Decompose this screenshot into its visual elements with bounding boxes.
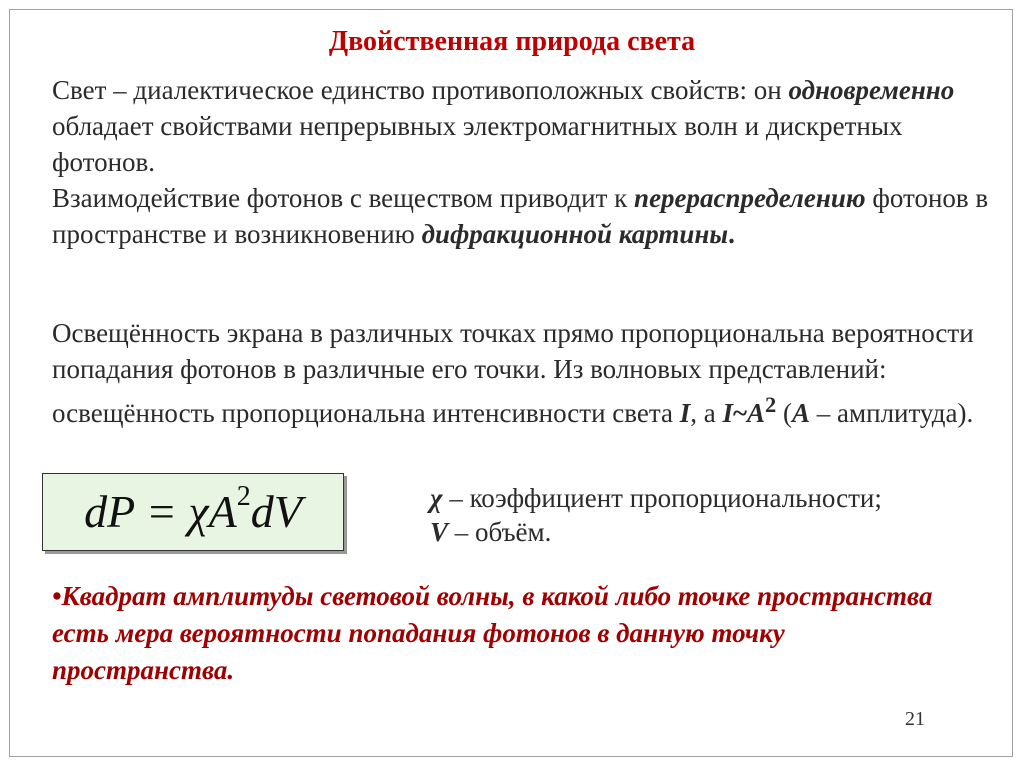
p3-tilde: ~ (732, 398, 748, 428)
p2-emphasis-diffraction: дифракционной картины (421, 219, 729, 249)
paragraph-photon-interaction (52, 180, 992, 252)
definition-chi-text: – коэффициент пропорциональности; (442, 483, 882, 513)
p3-symbol-i: I (679, 398, 691, 428)
p1-text-b: обладает свойствами непрерывных электромагнитных волн и дискретных фотонов. (52, 111, 903, 177)
conclusion-text: •Квадрат амплитуды световой волны, в какой либо точке пространства есть мера вероятности попадания фотонов в данную точку пространства. (52, 581, 933, 685)
definition-v-symbol: V (430, 517, 449, 547)
formula-box (42, 473, 344, 551)
paragraph-illumination (52, 315, 992, 431)
definition-chi (430, 480, 882, 516)
p3-text-d: – амплитуда). (810, 398, 974, 428)
p2-emphasis-redistribution: перераспределению (634, 183, 866, 213)
formula-rhs: dV (250, 486, 302, 537)
p2-text-c: . (728, 219, 735, 249)
formula-lhs: dP = (84, 486, 189, 537)
p3-exponent: 2 (765, 392, 777, 417)
p1-emphasis: одновременно (788, 75, 955, 105)
definition-v-text: – объём. (448, 517, 552, 547)
formula-chi: χ (188, 486, 209, 537)
p1-text-a: Свет – диалектическое единство противоположных свойств: он (52, 75, 789, 105)
p3-symbol-i2: I (722, 398, 733, 428)
page-number: 21 (905, 708, 925, 730)
p3-text-b: , а (690, 398, 723, 428)
definition-v (430, 514, 551, 550)
formula-a: A (208, 486, 237, 537)
p3-text-c: ( (776, 398, 793, 428)
p3-text-a: Освещённость экрана в различных точках прямо пропорциональна вероятности попадания фотонов в различные его точки. Из волновых представлений: освещённость пропорциональна интенсивности света (52, 318, 974, 428)
paragraph-light-duality (52, 72, 992, 180)
p2-text-b: фотонов в пространстве и возникновению (52, 183, 989, 249)
definition-chi-symbol: χ (430, 483, 443, 513)
p3-symbol-a2: A (792, 398, 811, 428)
p3-symbol-a: A (747, 398, 766, 428)
formula-exponent: 2 (236, 481, 251, 512)
slide-title: Двойственная природа света (328, 26, 696, 57)
p2-text-a: Взаимодействие фотонов с веществом приводит к (52, 183, 635, 213)
